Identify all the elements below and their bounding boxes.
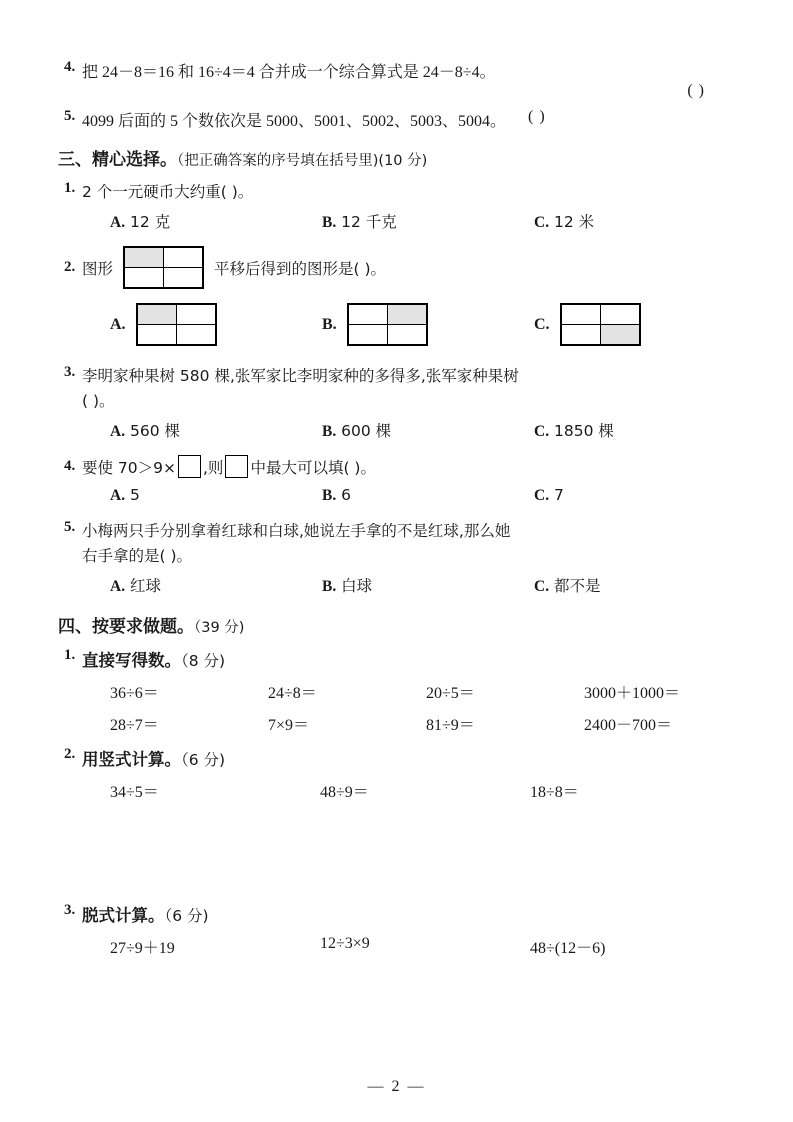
choice-3-b[interactable] (322, 419, 534, 441)
choice-row-4 (58, 486, 731, 505)
choice-label: 红球 (130, 577, 162, 595)
figure-option-b (347, 303, 428, 346)
choice-letter: C. (534, 214, 550, 231)
judgement-item-4 (58, 59, 731, 82)
calc-item[interactable]: 36÷6＝ (110, 685, 159, 702)
task-score: （6 分) (181, 751, 226, 769)
choice-4-a[interactable] (110, 486, 322, 505)
choice-label: 白球 (341, 577, 373, 595)
section-3-title: 三、精心选择。 (58, 150, 177, 170)
task-3 (58, 902, 731, 926)
calc-item[interactable]: 2400－700＝ (584, 717, 673, 734)
choice-5-a[interactable] (110, 574, 322, 596)
task-title: 脱式计算。 (82, 906, 165, 925)
choice-row-3 (58, 419, 731, 441)
task-1-row-1 (58, 680, 731, 703)
blank-box-2[interactable] (225, 455, 248, 478)
choice-letter: A. (110, 578, 126, 595)
choice-1-c[interactable] (534, 210, 746, 232)
task-score: （6 分) (164, 907, 209, 925)
task-3-row-1 (58, 935, 731, 958)
item-number: 1. (64, 180, 76, 196)
calc-item[interactable]: 48÷9＝ (320, 784, 369, 801)
page-number: — 2 — (367, 1078, 426, 1095)
calc-item[interactable]: 18÷8＝ (530, 784, 579, 801)
choice-letter: A. (110, 423, 126, 440)
item-number: 4. (64, 59, 76, 75)
choice-label: 12 克 (130, 213, 171, 231)
choice-row-5 (58, 574, 731, 596)
choice-letter: A. (110, 214, 126, 231)
choice-label: 都不是 (554, 577, 601, 595)
choice-label: 12 千克 (341, 213, 397, 231)
choice-letter: A. (110, 315, 126, 333)
calc-item[interactable]: 81÷9＝ (426, 717, 475, 734)
item-number: 3. (64, 902, 76, 918)
choice-letter: A. (110, 487, 126, 504)
question-text-before: 图形 (82, 259, 114, 278)
item-number: 3. (64, 364, 76, 380)
choice-5-b[interactable] (322, 574, 534, 596)
task-1-row-2 (58, 712, 731, 735)
section-4-heading (58, 612, 731, 637)
choice-label: 600 棵 (341, 422, 392, 440)
figure-option-c (560, 303, 641, 346)
question-text: 2 个一元硬币大约重( )。 (82, 183, 254, 201)
section-3-heading (58, 145, 731, 170)
calc-item[interactable]: 24÷8＝ (268, 685, 317, 702)
choice-question-2 (58, 246, 731, 289)
calc-item[interactable]: 28÷7＝ (110, 717, 159, 734)
question-text-after: 平移后得到的图形是( )。 (214, 259, 387, 278)
question-text-c: 中最大可以填( )。 (250, 458, 376, 477)
question-text-line-1: 小梅两只手分别拿着红球和白球,她说左手拿的不是红球,那么她 (82, 522, 511, 540)
choice-letter: C. (534, 578, 550, 595)
choice-letter: C. (534, 487, 550, 504)
choice-label: 560 棵 (130, 422, 181, 440)
choice-3-c[interactable] (534, 419, 746, 441)
choice-1-a[interactable] (110, 210, 322, 232)
item-number: 5. (64, 108, 76, 124)
choice-label: 5 (130, 486, 140, 504)
choice-label: 6 (341, 486, 352, 504)
task-title: 直接写得数。 (82, 651, 181, 670)
choice-2-c[interactable] (534, 303, 746, 346)
choice-row-1 (58, 210, 731, 232)
choice-question-5 (58, 519, 731, 566)
choice-label: 1850 棵 (554, 422, 614, 440)
question-text-line-2: 右手拿的是( )。 (82, 547, 193, 565)
answer-paren-4[interactable]: ( ) (687, 82, 705, 99)
choice-question-4 (58, 455, 731, 478)
calc-item[interactable]: 20÷5＝ (426, 685, 475, 702)
calc-item[interactable]: 34÷5＝ (110, 784, 159, 801)
choice-3-a[interactable] (110, 419, 322, 441)
choice-letter: B. (322, 315, 337, 333)
item-number: 2. (64, 259, 76, 275)
choice-question-3 (58, 364, 731, 411)
calc-item[interactable]: 12÷3×9 (320, 935, 370, 952)
calc-item[interactable]: 27÷9＋19 (110, 940, 175, 957)
section-3-note: （把正确答案的序号填在括号里)(10 分) (177, 153, 428, 169)
choice-4-c[interactable] (534, 486, 746, 505)
question-text-line-2: ( )。 (82, 392, 115, 410)
item-text: 4099 后面的 5 个数依次是 5000、5001、5002、5003、5004。 (82, 113, 507, 130)
judgement-item-5 (58, 108, 731, 131)
choice-label: 12 米 (554, 213, 595, 231)
calc-item[interactable]: 7×9＝ (268, 717, 310, 734)
choice-2-b[interactable] (322, 303, 534, 346)
task-2-row-1 (58, 779, 731, 802)
choice-question-1 (58, 180, 731, 202)
choice-label: 7 (554, 486, 564, 504)
question-text-b: ,则 (203, 458, 224, 477)
item-text: 把 24－8＝16 和 16÷4＝4 合并成一个综合算式是 24－8÷4。 (82, 64, 496, 81)
figure-option-a (136, 303, 217, 346)
calc-item[interactable]: 48÷(12－6) (530, 940, 606, 957)
choice-letter: B. (322, 578, 337, 595)
item-number: 5. (64, 519, 76, 535)
section-4-note: （39 分) (194, 620, 245, 636)
calc-item[interactable]: 3000＋1000＝ (584, 685, 681, 702)
choice-letter: B. (322, 214, 337, 231)
choice-5-c[interactable] (534, 574, 746, 596)
choice-letter: B. (322, 423, 337, 440)
task-1 (58, 647, 731, 671)
item-number: 1. (64, 647, 76, 663)
choice-2-a[interactable] (110, 303, 322, 346)
work-space-area[interactable] (58, 802, 731, 898)
question-text-a: 要使 70＞9× (82, 458, 176, 477)
task-title: 用竖式计算。 (82, 750, 181, 769)
item-number: 2. (64, 746, 76, 762)
task-score: （8 分) (181, 652, 226, 670)
choice-1-b[interactable] (322, 210, 534, 232)
choice-4-b[interactable] (322, 486, 534, 505)
answer-paren-5[interactable]: ( ) (528, 108, 546, 125)
blank-box-1[interactable] (178, 455, 201, 478)
choice-letter: B. (322, 487, 337, 504)
choice-letter: C. (534, 315, 550, 333)
item-number: 4. (64, 458, 76, 474)
figure-original (123, 246, 204, 289)
section-4-title: 四、按要求做题。 (58, 617, 194, 637)
choice-letter: C. (534, 423, 550, 440)
task-2 (58, 746, 731, 770)
question-text-line-1: 李明家种果树 580 棵,张军家比李明家种的多得多,张军家种果树 (82, 367, 519, 385)
choice-row-2 (58, 303, 731, 346)
